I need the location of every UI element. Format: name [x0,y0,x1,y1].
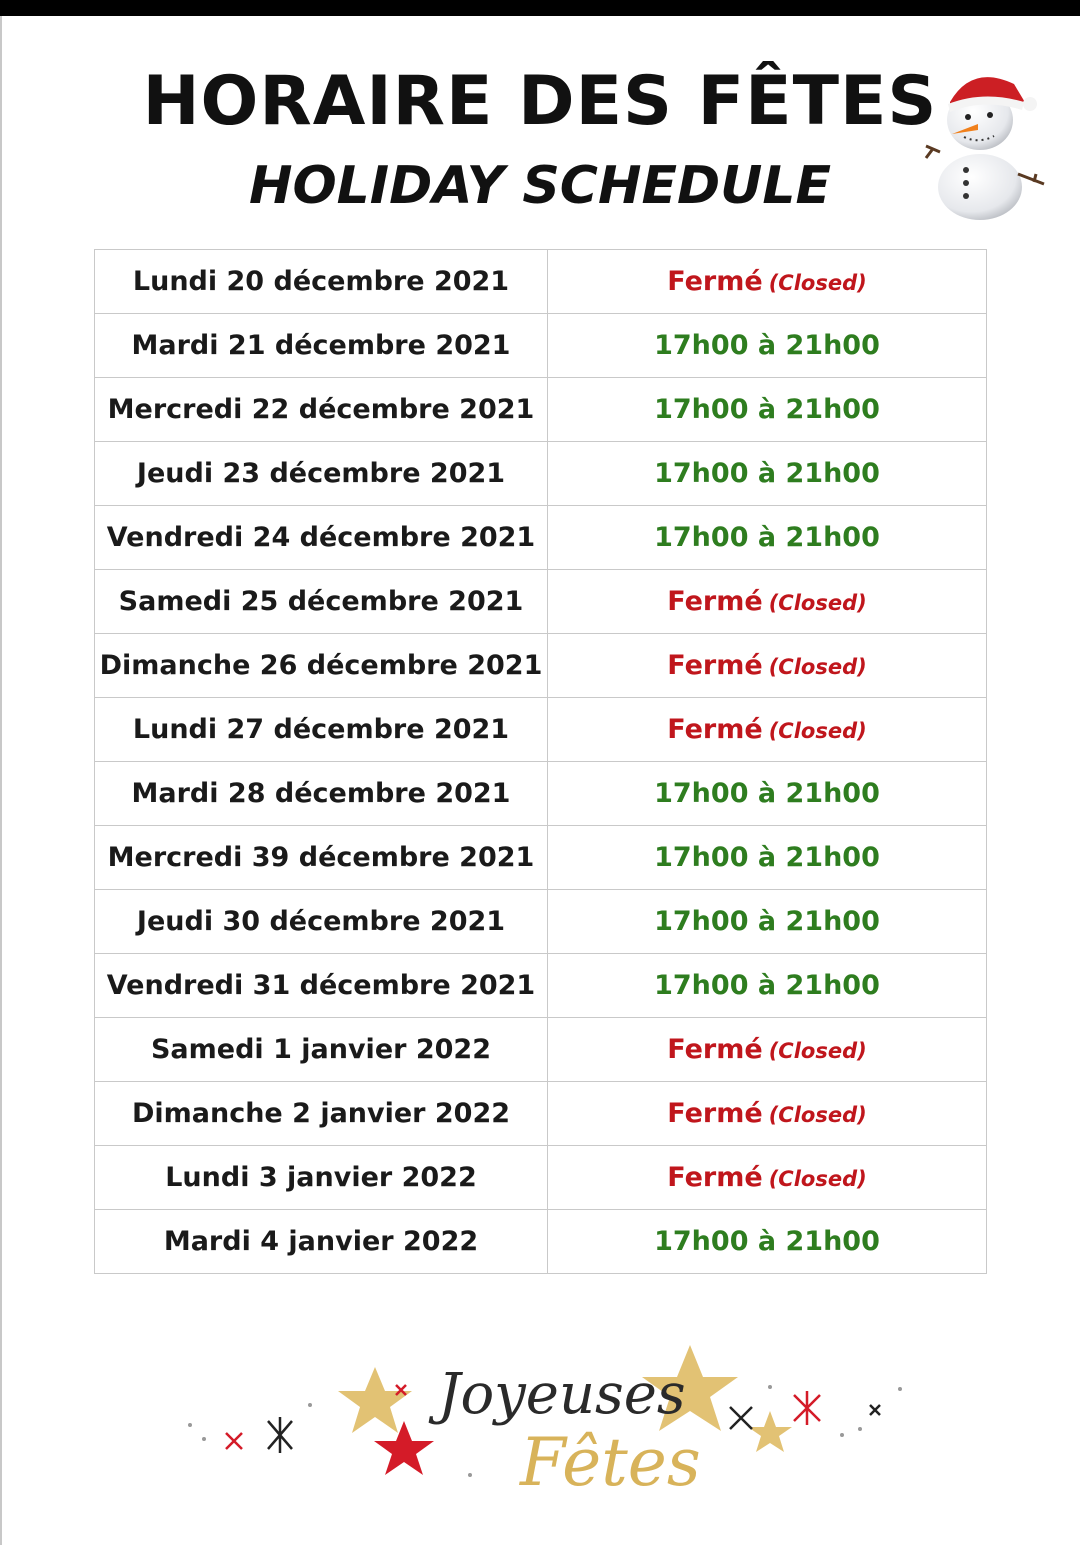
schedule-status [548,506,987,570]
status-label: 17h00 à 21h00 [654,906,880,937]
status-label-en: (Closed) [768,655,867,679]
status-label-en: (Closed) [768,591,867,615]
schedule-date: Lundi 27 décembre 2021 [95,698,548,762]
status-label: 17h00 à 21h00 [654,970,880,1001]
schedule-table [94,249,987,1274]
status-label-en: (Closed) [768,719,867,743]
schedule-date: Dimanche 2 janvier 2022 [95,1082,548,1146]
status-label: Fermé [667,650,763,681]
table-row [95,954,987,1018]
schedule-date: Mardi 28 décembre 2021 [95,762,548,826]
schedule-date: Samedi 25 décembre 2021 [95,570,548,634]
table-row [95,1146,987,1210]
schedule-status [548,1146,987,1210]
schedule-status [548,570,987,634]
status-label: 17h00 à 21h00 [654,1226,880,1257]
table-row [95,442,987,506]
page-title-fr: HORAIRE DES FÊTES [142,62,938,141]
schedule-date: Mercredi 22 décembre 2021 [95,378,548,442]
top-border [0,0,1080,16]
table-row [95,1018,987,1082]
schedule-date: Samedi 1 janvier 2022 [95,1018,548,1082]
status-label: Fermé [667,1098,763,1129]
table-row [95,634,987,698]
status-label: Fermé [667,586,763,617]
page-title-en: HOLIDAY SCHEDULE [248,156,832,216]
star-icon [374,1421,434,1475]
table-row [95,1210,987,1274]
status-label: Fermé [667,266,763,297]
schedule-status [548,954,987,1018]
table-row [95,698,987,762]
schedule-date: Jeudi 23 décembre 2021 [95,442,548,506]
schedule-status [548,826,987,890]
schedule-date: Vendredi 24 décembre 2021 [95,506,548,570]
table-row [95,250,987,314]
schedule-date: Jeudi 30 décembre 2021 [95,890,548,954]
schedule-status [548,1210,987,1274]
status-label: 17h00 à 21h00 [654,778,880,809]
snowman-icon [922,62,1047,222]
schedule-status [548,1082,987,1146]
schedule-date: Mardi 4 janvier 2022 [95,1210,548,1274]
star-icon [338,1367,412,1433]
schedule-status [548,1018,987,1082]
status-label: Fermé [667,1034,763,1065]
schedule-date: Mardi 21 décembre 2021 [95,314,548,378]
status-label-en: (Closed) [768,1039,867,1063]
joyeuses-fetes-greeting [170,1325,910,1525]
left-border [0,16,2,1545]
status-label: 17h00 à 21h00 [654,458,880,489]
schedule-date: Lundi 20 décembre 2021 [95,250,548,314]
greeting-line2: Fêtes [520,1424,701,1501]
table-row [95,1082,987,1146]
status-label: 17h00 à 21h00 [654,394,880,425]
table-row [95,890,987,954]
schedule-status [548,442,987,506]
table-row [95,378,987,442]
status-label-en: (Closed) [768,1167,867,1191]
status-label: Fermé [667,714,763,745]
greeting-line1: Joyeuses [438,1362,686,1427]
schedule-date: Lundi 3 janvier 2022 [95,1146,548,1210]
schedule-status [548,762,987,826]
schedule-status [548,378,987,442]
star-icon [748,1411,792,1452]
status-label-en: (Closed) [768,271,867,295]
table-row [95,762,987,826]
table-row [95,826,987,890]
status-label: 17h00 à 21h00 [654,842,880,873]
status-label: Fermé [667,1162,763,1193]
status-label-en: (Closed) [768,1103,867,1127]
schedule-status [548,698,987,762]
table-row [95,570,987,634]
schedule-date: Dimanche 26 décembre 2021 [95,634,548,698]
schedule-status [548,890,987,954]
table-row [95,314,987,378]
schedule-status [548,314,987,378]
schedule-date: Mercredi 39 décembre 2021 [95,826,548,890]
schedule-status [548,250,987,314]
status-label: 17h00 à 21h00 [654,522,880,553]
table-row [95,506,987,570]
schedule-status [548,634,987,698]
schedule-date: Vendredi 31 décembre 2021 [95,954,548,1018]
status-label: 17h00 à 21h00 [654,330,880,361]
